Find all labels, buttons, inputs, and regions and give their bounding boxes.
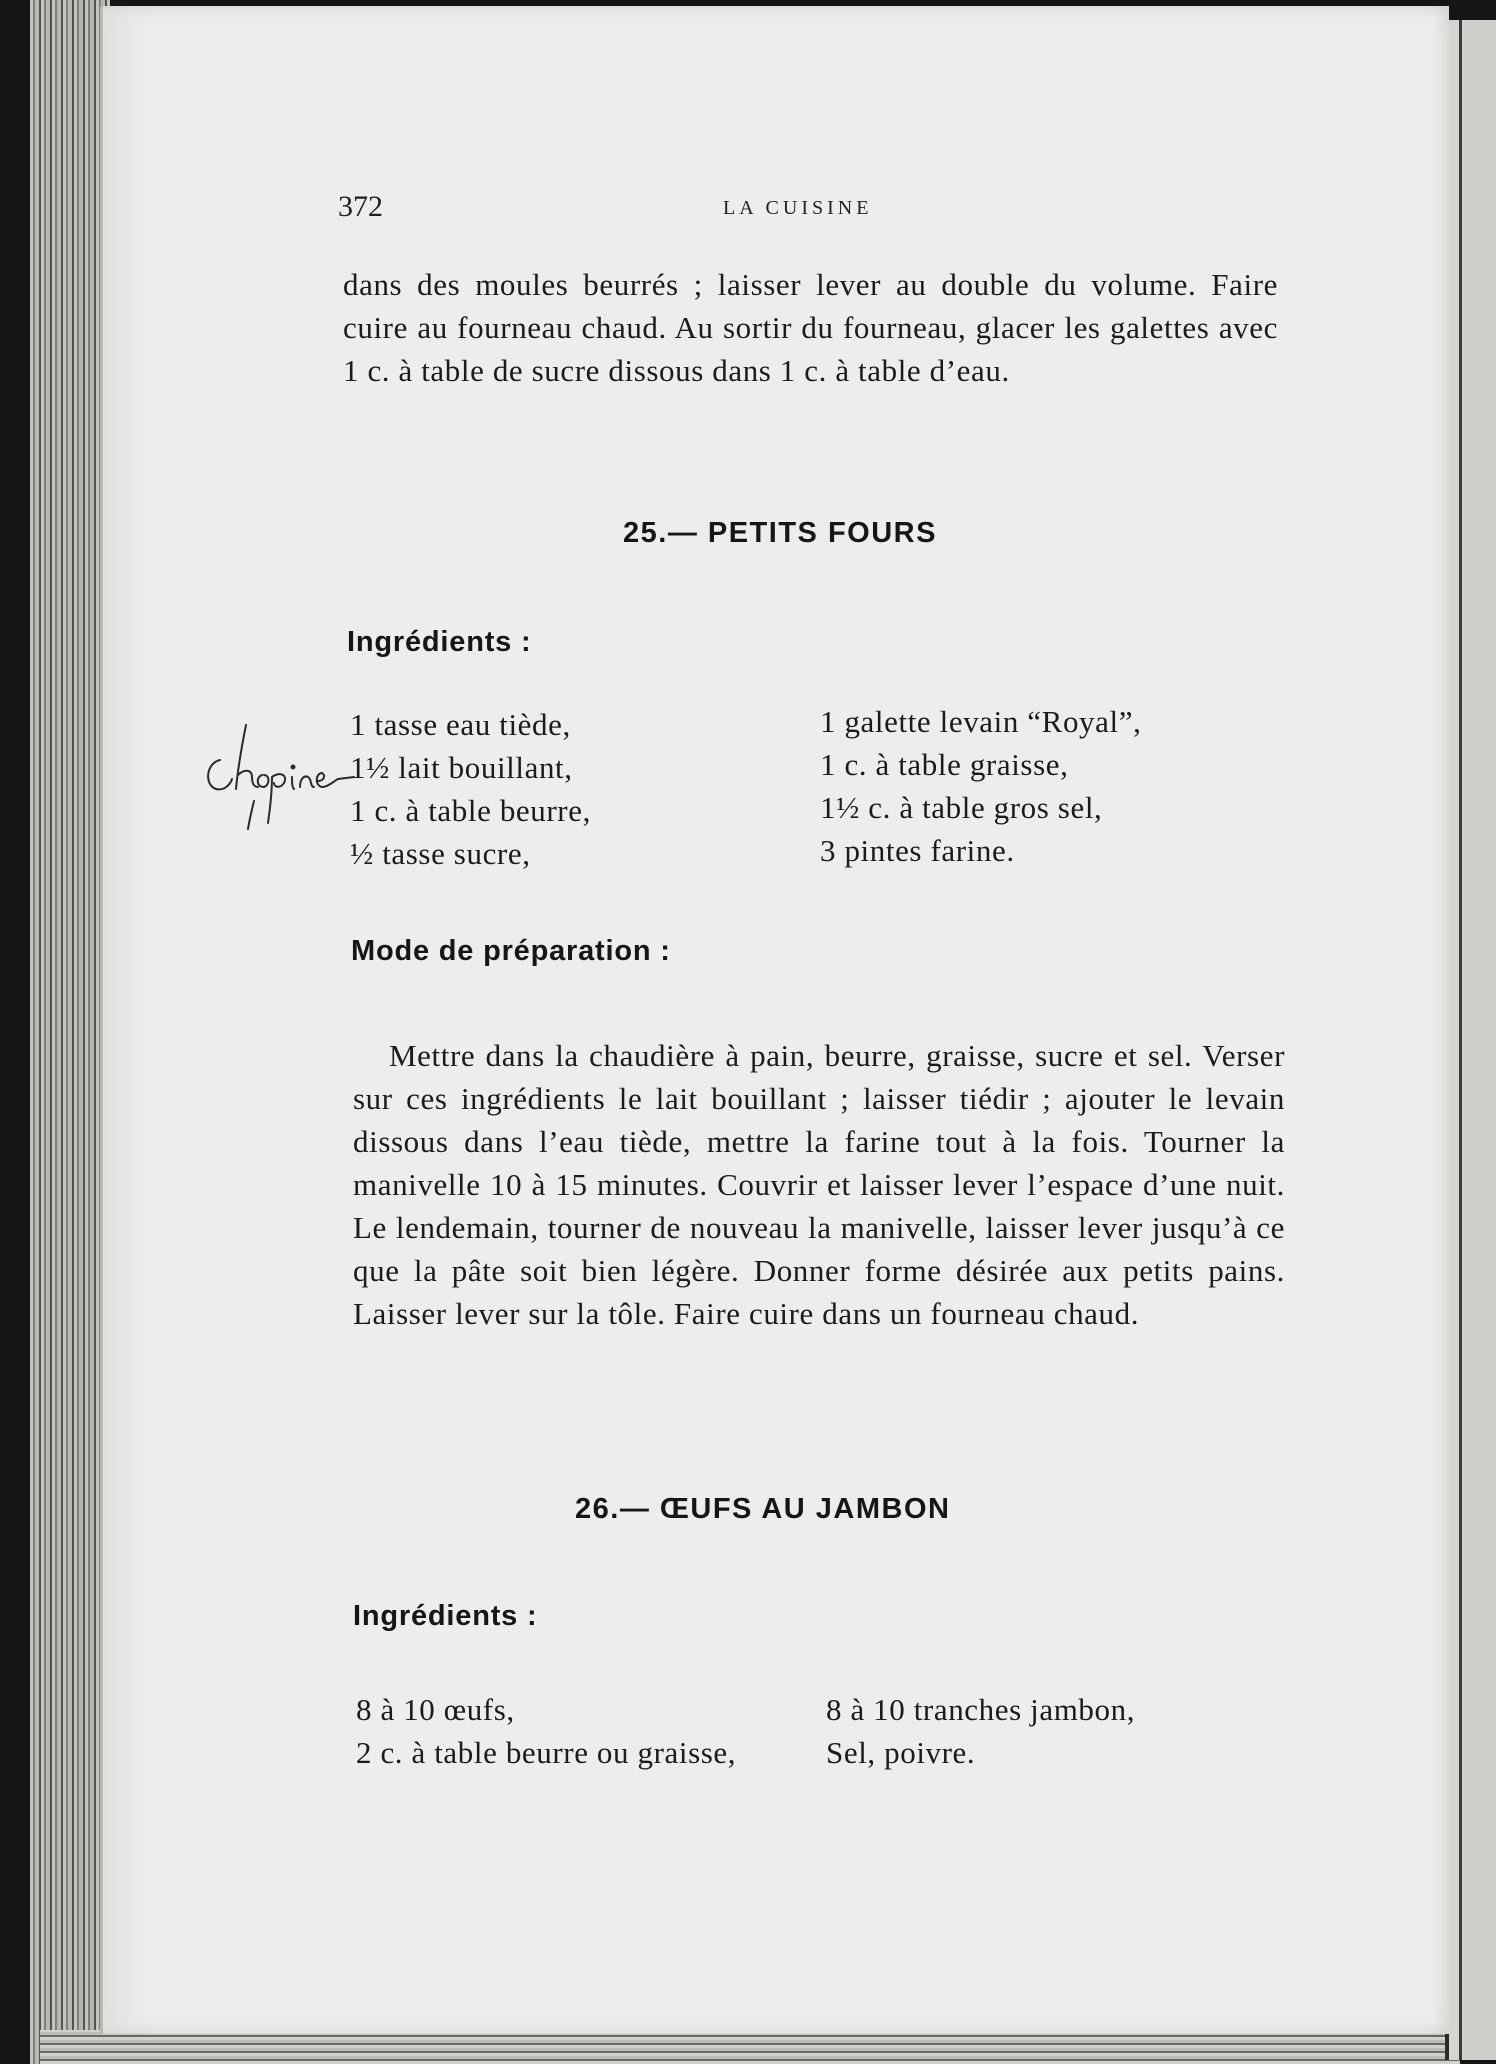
page-number: 372 <box>338 190 383 223</box>
page-stack-bottom-edge <box>40 2030 1460 2064</box>
recipe-25-method-label: Mode de préparation : <box>351 935 671 967</box>
recipe-25-ingredients-left <box>350 703 800 875</box>
recipe-25-method-text: Mettre dans la chaudière à pain, beurre, graisse, sucre et sel. Verser sur ces ingrédients le lait bouillant ; laisser tiédir ; ajouter le levain dissous dans l’eau tiède, mettre la farine tout à la fois. Tourner la manivelle 10 à 15 minutes. Couvrir et laisser lever l’espace d’une nuit. Le lendemain, tourner de nouveau la manivelle, laisser lever jusqu’à ce que la pâte soit bien légère. Donner forme désirée aux petits pains. Laisser lever sur la tôle. Faire cuire dans un fourneau chaud. <box>353 1038 1285 1331</box>
ingredient-item: ½ tasse sucre, <box>350 836 531 871</box>
page-stack-left-edge <box>30 0 110 2064</box>
ingredient-item: 1 c. à table beurre, <box>350 793 591 828</box>
recipe-26-title: 26.— ŒUFS AU JAMBON <box>575 1493 951 1525</box>
recipe-25-title: 25.— PETITS FOURS <box>623 517 937 549</box>
ingredient-item: 1 tasse eau tiède, <box>350 707 571 742</box>
handwritten-annotation-chopine <box>198 705 358 835</box>
ingredient-item: 1 galette levain “Royal”, <box>820 704 1142 739</box>
recipe-26-ingredients-label: Ingrédients : <box>353 1600 538 1632</box>
ingredient-item: 2 c. à table beurre ou graisse, <box>356 1735 737 1770</box>
recipe-25-ingredients-label: Ingrédients : <box>347 626 532 658</box>
recipe-26-ingredients-right <box>826 1688 1276 1774</box>
ingredient-item: 1 c. à table graisse, <box>820 747 1069 782</box>
running-title: LA CUISINE <box>723 197 873 219</box>
ingredient-item: 1½ lait bouillant, <box>350 750 573 785</box>
recipe-26-ingredients-left <box>356 1688 816 1774</box>
page-stack-right-edge <box>1445 20 1496 2060</box>
ingredient-item: 1½ c. à table gros sel, <box>820 790 1103 825</box>
ingredient-item: 8 à 10 œufs, <box>356 1692 515 1727</box>
ingredient-item: 8 à 10 tranches jambon, <box>826 1692 1136 1727</box>
ingredient-item: 3 pintes farine. <box>820 833 1015 868</box>
intro-paragraph: dans des moules beurrés ; laisser lever au double du volume. Faire cuire au fourneau chaud. Au sortir du fourneau, glacer les galettes avec 1 c. à table de sucre dissous dans 1 c. à table d’eau. <box>343 267 1278 388</box>
ingredient-item: Sel, poivre. <box>826 1735 976 1770</box>
recipe-25-ingredients-right <box>820 700 1280 872</box>
